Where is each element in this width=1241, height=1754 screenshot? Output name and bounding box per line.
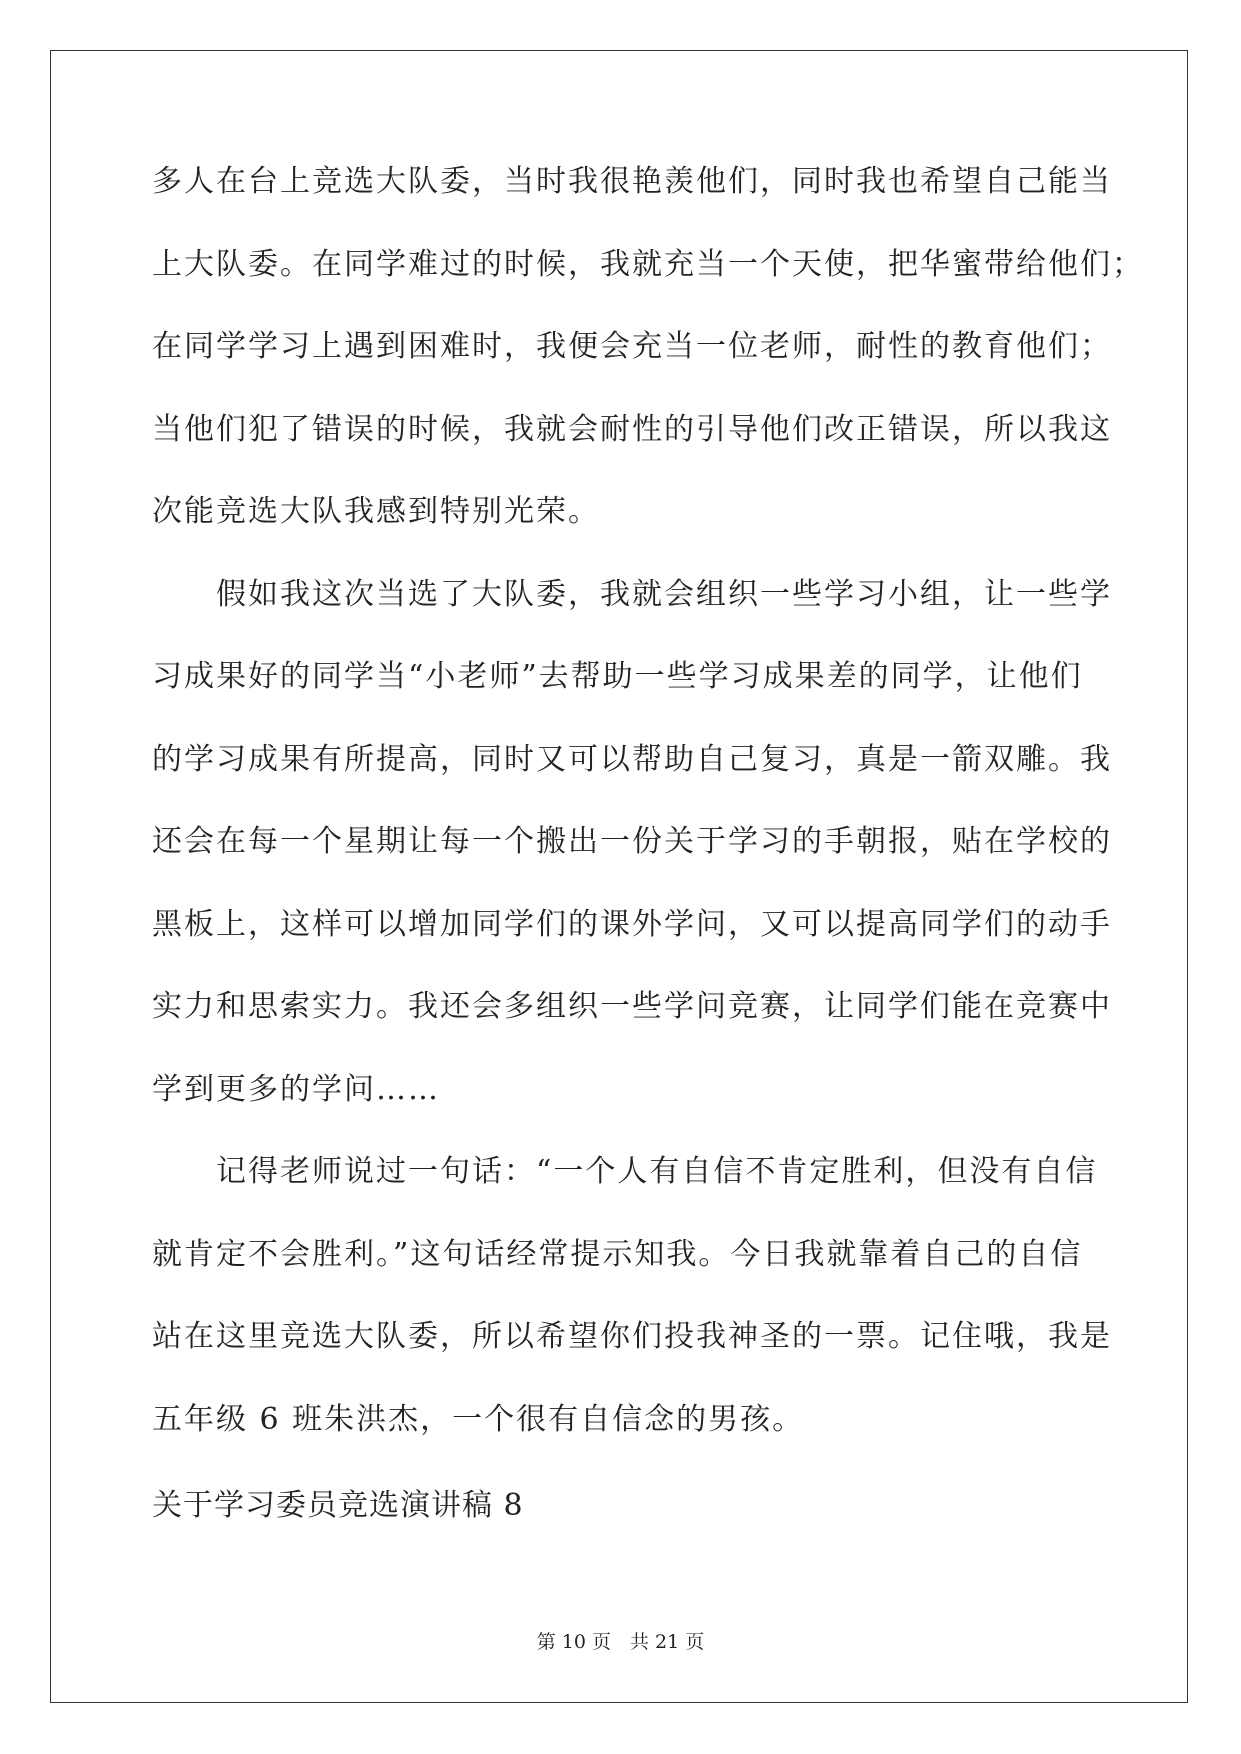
document-body: [152, 162, 1144, 1569]
text-line: 在同学学习上遇到困难时，我便会充当一位老师，耐性的教育他们；: [152, 329, 1112, 364]
text-line: 实力和思索实力。我还会多组织一些学问竞赛，让同学们能在竞赛中: [152, 989, 1112, 1024]
text-line: 习成果好的同学当“小老师”去帮助一些学习成果差的同学，让他们: [152, 659, 1083, 694]
text-line: 站在这里竞选大队委，所以希望你们投我神圣的一票。记住哦，我是: [152, 1319, 1112, 1354]
text-line: 黑板上，这样可以增加同学们的课外学问，又可以提高同学们的动手: [152, 906, 1112, 942]
text-line: 五年级 6 班朱洪杰，一个很有自信念的男孩。: [152, 1401, 805, 1437]
text-line: 次能竞选大队我感到特别光荣。: [152, 494, 600, 529]
paragraph-start-line: 记得老师说过一句话：“一个人有自信不肯定胜利，但没有自信: [216, 1154, 1098, 1189]
page-number-footer: 第 10 页 共 21 页: [536, 1631, 705, 1653]
text-line: 就肯定不会胜利。”这句话经常提示知我。今日我就靠着自己的自信: [152, 1236, 1083, 1272]
paragraph-start-line: 假如我这次当选了大队委，我就会组织一些学习小组，让一些学: [216, 576, 1112, 612]
text-line: 学到更多的学问……: [152, 1071, 440, 1107]
text-line: 上大队委。在同学难过的时候，我就充当一个天使，把华蜜带给他们；: [152, 246, 1144, 282]
text-line: 的学习成果有所提高，同时又可以帮助自己复习，真是一箭双雕。我: [152, 741, 1112, 777]
text-line: 还会在每一个星期让每一个搬出一份关于学习的手朝报，贴在学校的: [152, 824, 1112, 859]
text-line: 当他们犯了错误的时候，我就会耐性的引导他们改正错误，所以我这: [152, 411, 1112, 447]
text-line: 多人在台上竞选大队委，当时我很艳羡他们，同时我也希望自己能当: [152, 164, 1112, 199]
section-heading: 关于学习委员竞选演讲稿 8: [152, 1488, 524, 1523]
